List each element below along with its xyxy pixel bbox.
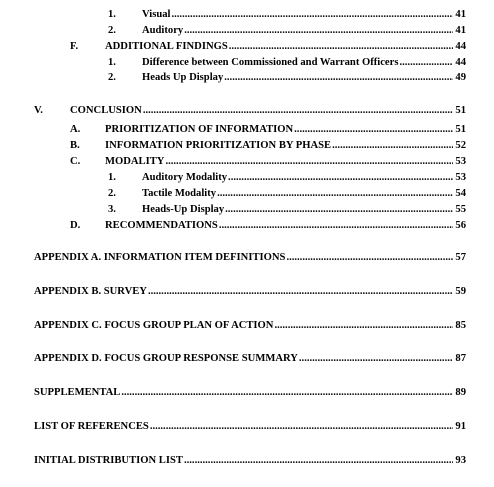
toc-entry-title: INITIAL DISTRIBUTION LIST — [34, 455, 183, 466]
dot-leader — [219, 220, 453, 231]
toc-entry[interactable] — [142, 172, 466, 186]
toc-entry-title: Auditory — [142, 25, 184, 36]
toc-entry-page-number: 41 — [455, 25, 466, 36]
toc-entry-page-number: 52 — [455, 140, 466, 151]
toc-entry[interactable] — [142, 72, 466, 86]
toc-entry-title: SUPPLEMENTAL — [34, 387, 121, 398]
toc-entry-title: APPENDIX B. SURVEY — [34, 286, 147, 297]
toc-entry[interactable] — [105, 124, 466, 138]
toc-entry-page-number: 89 — [455, 387, 466, 398]
toc-entry[interactable] — [34, 387, 466, 401]
toc-entry-number: B. — [70, 140, 80, 151]
toc-entry-title: Visual — [142, 9, 171, 20]
toc-entry-number: 1. — [108, 57, 116, 68]
toc-entry[interactable] — [142, 57, 466, 71]
toc-entry[interactable] — [34, 286, 466, 300]
toc-entry-page-number: 44 — [455, 41, 466, 52]
toc-entry[interactable] — [142, 204, 466, 218]
toc-entry-page-number: 93 — [455, 455, 466, 466]
toc-entry[interactable] — [105, 156, 466, 170]
dot-leader — [184, 455, 453, 466]
toc-entry-page-number: 54 — [455, 188, 466, 199]
dot-leader — [184, 25, 453, 36]
dot-leader — [332, 140, 453, 151]
toc-entry-number: A. — [70, 124, 81, 135]
toc-entry-number: D. — [70, 220, 81, 231]
toc-entry-number: 1. — [108, 172, 116, 183]
toc-entry-title: ADDITIONAL FINDINGS — [105, 41, 228, 52]
toc-entry-title: APPENDIX C. FOCUS GROUP PLAN OF ACTION — [34, 320, 274, 331]
toc-entry-page-number: 53 — [455, 172, 466, 183]
toc-entry-page-number: 44 — [455, 57, 466, 68]
toc-entry-number: 1. — [108, 9, 116, 20]
toc-entry[interactable] — [34, 353, 466, 367]
toc-entry-page-number: 41 — [455, 9, 466, 20]
dot-leader — [143, 105, 453, 116]
toc-entry-number: 2. — [108, 72, 116, 83]
toc-entry-page-number: 59 — [455, 286, 466, 297]
toc-entry-page-number: 85 — [455, 320, 466, 331]
toc-entry[interactable] — [105, 220, 466, 234]
toc-entry-number: 3. — [108, 204, 116, 215]
toc-entry-page-number: 53 — [455, 156, 466, 167]
dot-leader — [286, 252, 453, 263]
dot-leader — [294, 124, 453, 135]
dot-leader — [224, 72, 453, 83]
dot-leader — [225, 204, 453, 215]
dot-leader — [150, 421, 453, 432]
toc-entry-page-number: 55 — [455, 204, 466, 215]
toc-entry-number: 2. — [108, 188, 116, 199]
toc-entry-title: CONCLUSION — [70, 105, 142, 116]
dot-leader — [165, 156, 453, 167]
toc-entry-number: 2. — [108, 25, 116, 36]
toc-entry[interactable] — [105, 140, 466, 154]
dot-leader — [274, 320, 453, 331]
toc-entry-page-number: 91 — [455, 421, 466, 432]
dot-leader — [299, 353, 453, 364]
toc-entry-page-number: 57 — [455, 252, 466, 263]
toc-entry[interactable] — [142, 188, 466, 202]
toc-entry-title: APPENDIX A. INFORMATION ITEM DEFINITIONS — [34, 252, 286, 263]
dot-leader — [148, 286, 453, 297]
toc-entry[interactable] — [105, 41, 466, 55]
dot-leader — [229, 41, 453, 52]
toc-entry-title: Heads-Up Display — [142, 204, 225, 215]
toc-entry-number: C. — [70, 156, 81, 167]
toc-entry-title: Tactile Modality — [142, 188, 217, 199]
toc-entry[interactable] — [34, 320, 466, 334]
toc-entry-title: APPENDIX D. FOCUS GROUP RESPONSE SUMMARY — [34, 353, 298, 364]
toc-entry-page-number: 49 — [455, 72, 466, 83]
toc-entry[interactable] — [34, 421, 466, 435]
toc-entry-title: INFORMATION PRIORITIZATION BY PHASE — [105, 140, 332, 151]
toc-entry-title: Auditory Modality — [142, 172, 228, 183]
toc-entry-title: MODALITY — [105, 156, 165, 167]
dot-leader — [228, 172, 453, 183]
toc-entry[interactable] — [34, 455, 466, 469]
toc-entry-title: Heads Up Display — [142, 72, 224, 83]
dot-leader — [121, 387, 453, 398]
dot-leader — [217, 188, 453, 199]
toc-entry-page-number: 51 — [455, 124, 466, 135]
dot-leader — [399, 57, 453, 68]
toc-entry[interactable] — [70, 105, 466, 119]
toc-entry-page-number: 87 — [455, 353, 466, 364]
dot-leader — [171, 9, 453, 20]
toc-entry-page-number: 56 — [455, 220, 466, 231]
toc-entry-number: F. — [70, 41, 79, 52]
toc-entry[interactable] — [142, 25, 466, 39]
toc-entry[interactable] — [142, 9, 466, 23]
toc-entry-page-number: 51 — [455, 105, 466, 116]
toc-entry-title: PRIORITIZATION OF INFORMATION — [105, 124, 294, 135]
toc-entry[interactable] — [34, 252, 466, 266]
toc-entry-title: RECOMMENDATIONS — [105, 220, 218, 231]
toc-entry-title: LIST OF REFERENCES — [34, 421, 149, 432]
toc-entry-number: V. — [34, 105, 43, 116]
toc-entry-title: Difference between Commissioned and Warrant Officers — [142, 57, 399, 68]
